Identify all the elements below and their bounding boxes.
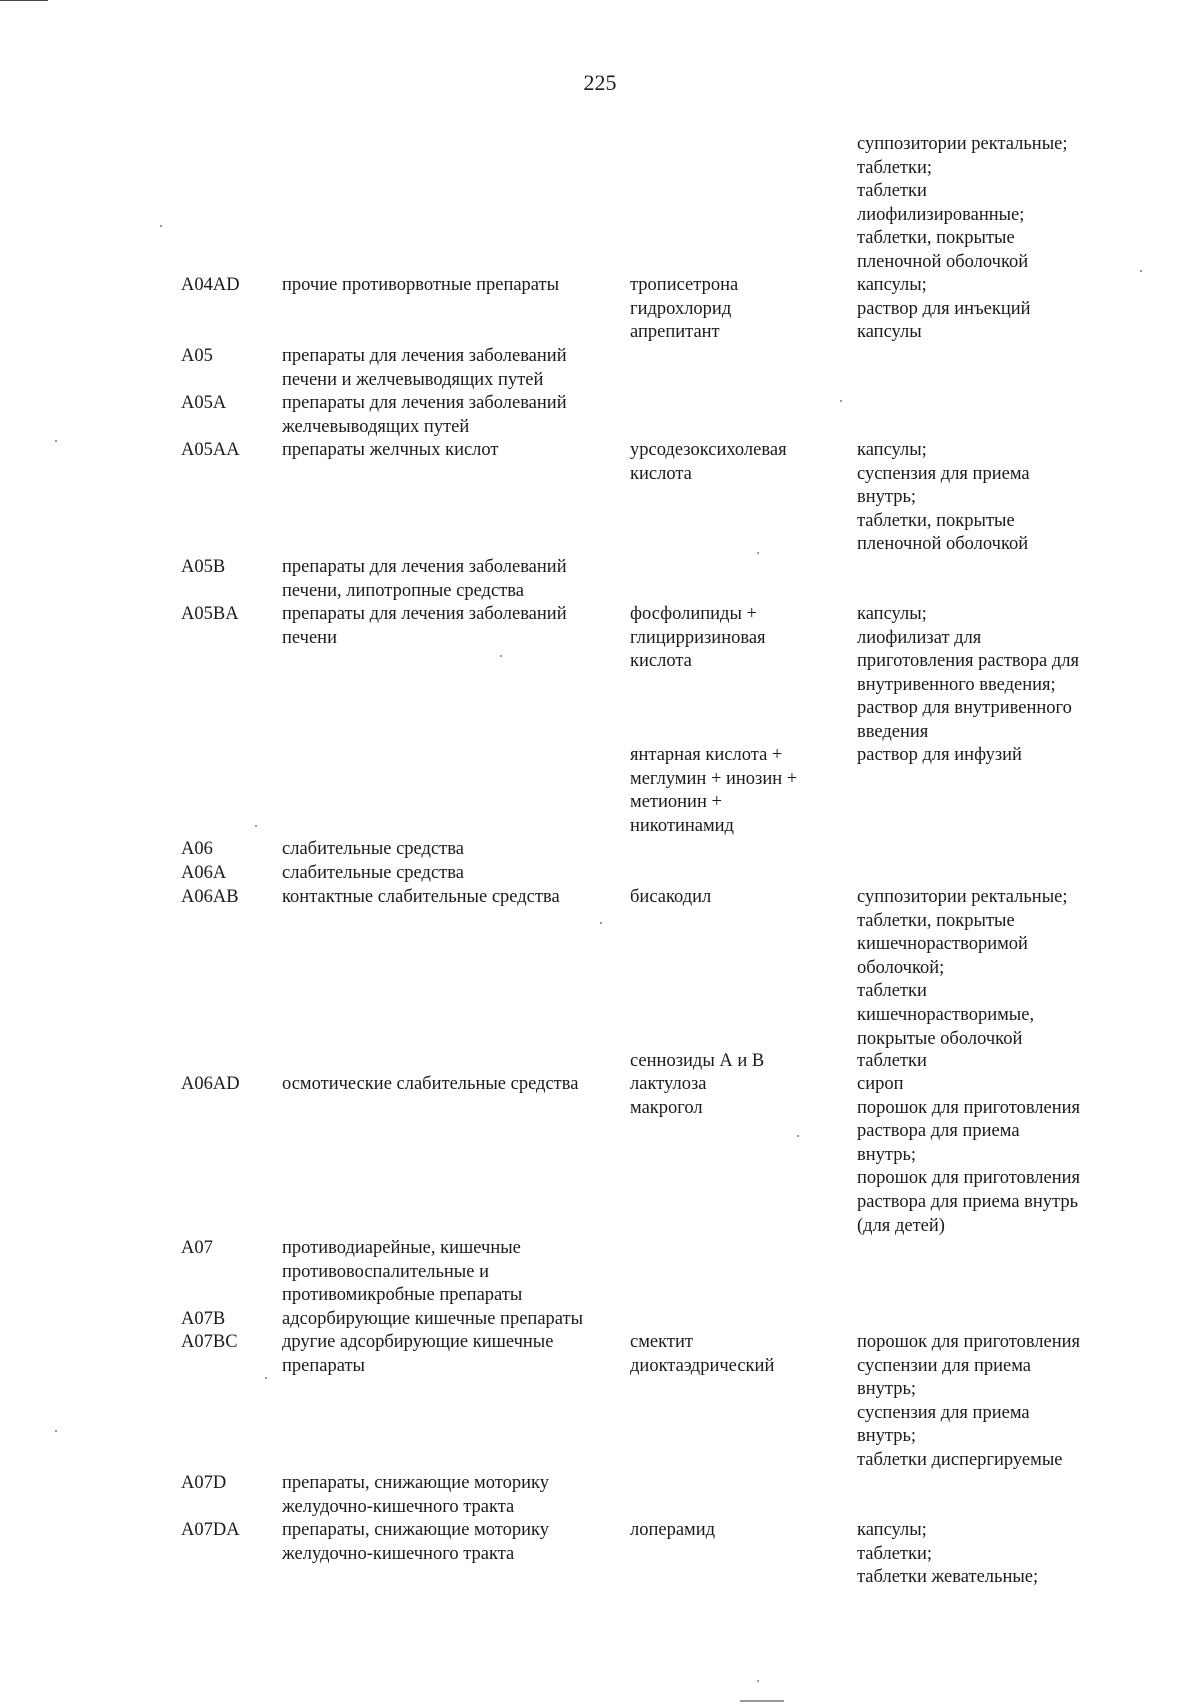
dosage-forms-cell: капсулы; суспензия для приема внутрь; таблетки, покрытые пленочной оболочкой [857,440,1030,555]
scan-speck [600,922,602,924]
group-name-cell: противодиарейные, кишечные противовоспалительные и противомикробные препараты [282,1238,523,1306]
group-name-cell: слабительные средства [282,863,464,883]
dosage-forms-cell: суппозитории ректальные; таблетки; таблетки лиофилизированные; таблетки, покрытые пленочной оболочкой [857,134,1068,272]
group-name-cell: препараты, снижающие моторику желудочно-кишечного тракта [282,1473,549,1517]
substance-cell: лактулоза макрогол [630,1074,707,1118]
atc-code-cell: A05BA [181,604,239,624]
atc-code-cell: A06A [181,863,227,883]
dosage-forms-cell: таблетки [857,1051,927,1071]
group-name-cell: препараты для лечения заболеваний желчевыводящих путей [282,393,567,437]
scan-speck [55,1430,57,1432]
scan-speck [265,1377,267,1379]
scan-bottom-mark [740,1700,784,1702]
atc-code-cell: A05AA [181,440,240,460]
scan-speck [55,440,57,442]
substance-cell: смектит диоктаэдрический [630,1332,775,1376]
group-name-cell: прочие противорвотные препараты [282,275,560,295]
atc-code-cell: A05 [181,346,213,366]
atc-code-cell: A07BC [181,1332,238,1352]
group-name-cell: препараты желчных кислот [282,440,499,460]
substance-cell: янтарная кислота + меглумин + инозин + метионин + никотинамид [630,745,798,836]
substance-cell: трописетрона гидрохлорид апрепитант [630,275,739,343]
group-name-cell: препараты для лечения заболеваний печени, липотропные средства [282,557,567,601]
atc-code-cell: A04AD [181,275,240,295]
group-name-cell: другие адсорбирующие кишечные препараты [282,1332,554,1376]
scan-speck [160,225,162,227]
atc-code-cell: A07B [181,1309,226,1329]
scan-speck [757,1680,759,1682]
scan-speck [500,655,502,657]
dosage-forms-cell: капсулы; таблетки; таблетки жевательные; [857,1520,1039,1588]
group-name-cell: слабительные средства [282,839,464,859]
dosage-forms-cell: капсулы; лиофилизат для приготовления раствора для внутривенного введения; раствор для внутривенного введения [857,604,1079,742]
atc-code-cell: A06AD [181,1074,240,1094]
scan-speck [255,825,257,827]
substance-cell: бисакодил [630,887,712,907]
scan-speck [840,400,842,402]
substance-cell: сеннозиды А и В [630,1051,765,1071]
atc-code-cell: A07DA [181,1520,240,1540]
dosage-forms-cell: порошок для приготовления суспензии для приема внутрь; суспензия для приема внутрь; таблетки диспергируемые [857,1332,1081,1470]
scan-speck [1140,270,1142,272]
dosage-forms-cell: капсулы; раствор для инъекций капсулы [857,275,1031,343]
substance-cell: фосфолипиды + глицирризиновая кислота [630,604,766,672]
scan-speck [757,552,759,554]
scan-corner-mark [0,0,48,1]
substance-cell: урсодезоксихолевая кислота [630,440,787,484]
group-name-cell: контактные слабительные средства [282,887,560,907]
group-name-cell: препараты, снижающие моторику желудочно-кишечного тракта [282,1520,549,1564]
atc-code-cell: A07 [181,1238,213,1258]
scan-speck [797,1135,799,1137]
page-number: 225 [583,70,617,95]
group-name-cell: адсорбирующие кишечные препараты [282,1309,584,1329]
group-name-cell: препараты для лечения заболеваний печени и желчевыводящих путей [282,346,567,390]
dosage-forms-cell: раствор для инфузий [857,745,1022,765]
group-name-cell: препараты для лечения заболеваний печени [282,604,567,648]
atc-code-cell: A06 [181,839,213,859]
atc-code-cell: A07D [181,1473,227,1493]
dosage-forms-cell: сироп порошок для приготовления раствора для приема внутрь; порошок для приготовления раствора для приема внутрь (для детей) [857,1074,1081,1236]
dosage-forms-cell: суппозитории ректальные; таблетки, покрытые кишечнорастворимой оболочкой; таблетки кишечнорастворимые, покрытые оболочкой [857,887,1068,1049]
atc-code-cell: A06AB [181,887,239,907]
substance-cell: лоперамид [630,1520,716,1540]
group-name-cell: осмотические слабительные средства [282,1074,579,1094]
atc-code-cell: A05B [181,557,226,577]
atc-code-cell: A05A [181,393,227,413]
